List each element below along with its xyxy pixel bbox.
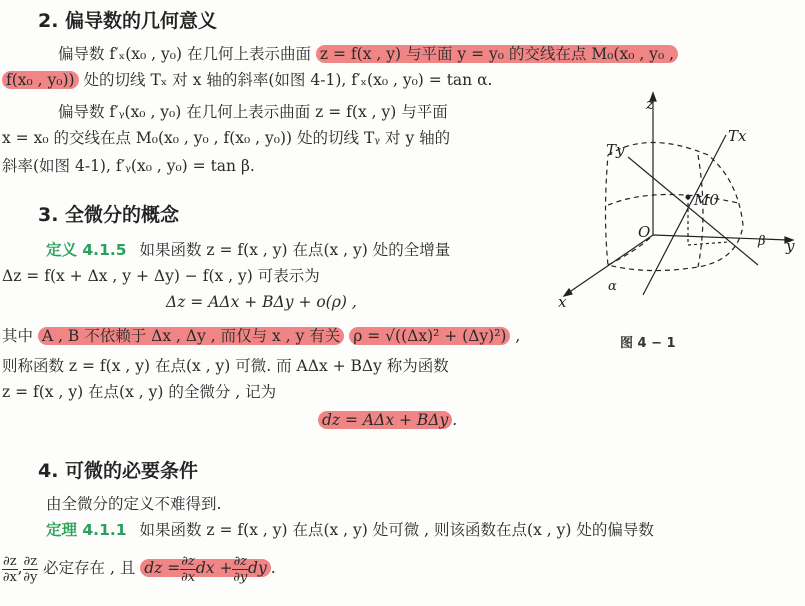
surface-outline [606,143,744,271]
label-tx: Tx [728,127,747,145]
point-m0 [686,195,691,200]
figure-caption: 图 4 − 1 [620,336,676,351]
theorem-label: 定理 4.1.1 [46,521,127,539]
label-origin: O [638,223,651,241]
highlight-rho-definition: ρ = √((Δx)² + (Δy)²) [349,327,510,345]
differentiable-line2: z = f(x , y) 在点(x , y) 的全微分 , 记为 [2,383,277,401]
theorem-line1: 定理 4.1.1 如果函数 z = f(x , y) 在点(x , y) 处可微 , 则该函数在点(x , y) 处的偏导数 [46,521,654,539]
partial-z-over-y: $\frac{\partial z}{\partial y}$ [23,553,38,585]
label-y: y [786,237,795,255]
s2-paragraph2-line3: 斜率(如图 4-1), f′ᵧ(x₀ , y₀) = tan β. [2,157,255,175]
label-m0: M0 [694,191,719,209]
total-differential-formula: dz = AΔx + BΔy . [318,410,457,430]
s2-paragraph1-line1: 偏导数 f′ₓ(x₀ , y₀) 在几何上表示曲面 z = f(x , y) 与平面 y = y₀ 的交线在点 M₀(x₀ , y₀ , [58,44,678,64]
where-clause-line: 其中 A , B 不依赖于 Δx , Δy , 而仅与 x , y 有关 ρ = √((Δx)² + (Δy)²) , [2,327,521,345]
s2-paragraph1-line2: f(x₀ , y₀)) 处的切线 Tₓ 对 x 轴的斜率(如图 4-1), f′ₓ(x₀ , y₀) = tan α. [2,70,492,90]
definition-label: 定义 4.1.5 [46,241,127,259]
partial-z-over-x: $\frac{\partial z}{\partial x}$ [2,553,17,585]
section-4-heading: 4. 可微的必要条件 [38,460,199,482]
s2-paragraph2-line1: 偏导数 f′ᵧ(x₀ , y₀) 在几何上表示曲面 z = f(x , y) 与平面 [58,103,448,121]
differentiable-line1: 则称函数 z = f(x , y) 在点(x , y) 可微. 而 AΔx + BΔy 称为函数 [2,357,449,375]
figure-4-1-diagram [548,85,798,325]
definition-line2: Δz = f(x + Δx , y + Δy) − f(x , y) 可表示为 [2,267,320,285]
s2-paragraph2-line2: x = x₀ 的交线在点 M₀(x₀ , y₀ , f(x₀ , y₀)) 处的切线 Tᵧ 对 y 轴的 [2,129,451,147]
theorem-line2: $\frac{\partial z}{\partial x}$ , $\frac{\partial z}{\partial y}$ 必定存在 , 且 dz = $\frac{\partial z}{\partial x}$ dx + $\frac{\partial z}{\partial y}$ dy . [2,553,276,585]
highlight-dz-formula: dz = AΔx + BΔy [318,411,452,429]
section-2-heading: 2. 偏导数的几何意义 [38,10,218,32]
label-alpha: α [608,279,617,294]
tangent-tx [643,135,726,295]
s4-intro: 由全微分的定义不难得到. [46,495,222,513]
highlight-surface-intersection: z = f(x , y) 与平面 y = y₀ 的交线在点 M₀(x₀ , y₀ , [316,45,678,63]
label-beta: β [758,234,766,249]
highlight-point-value: f(x₀ , y₀)) [2,71,79,89]
total-increment-formula: Δz = AΔx + BΔy + o(ρ) , [166,293,357,311]
tangent-ty [628,157,758,265]
highlight-total-differential: dz = $\frac{\partial z}{\partial x}$ dx + $\frac{\partial z}{\partial y}$ dy [140,559,270,577]
label-ty: Ty [606,141,625,159]
label-x: x [558,293,567,311]
section-3-heading: 3. 全微分的概念 [38,204,180,226]
label-z: z [646,95,654,113]
definition-line1: 定义 4.1.5 如果函数 z = f(x , y) 在点(x , y) 处的全增量 [46,241,451,259]
highlight-ab-independent: A , B 不依赖于 Δx , Δy , 而仅与 x , y 有关 [38,327,344,345]
